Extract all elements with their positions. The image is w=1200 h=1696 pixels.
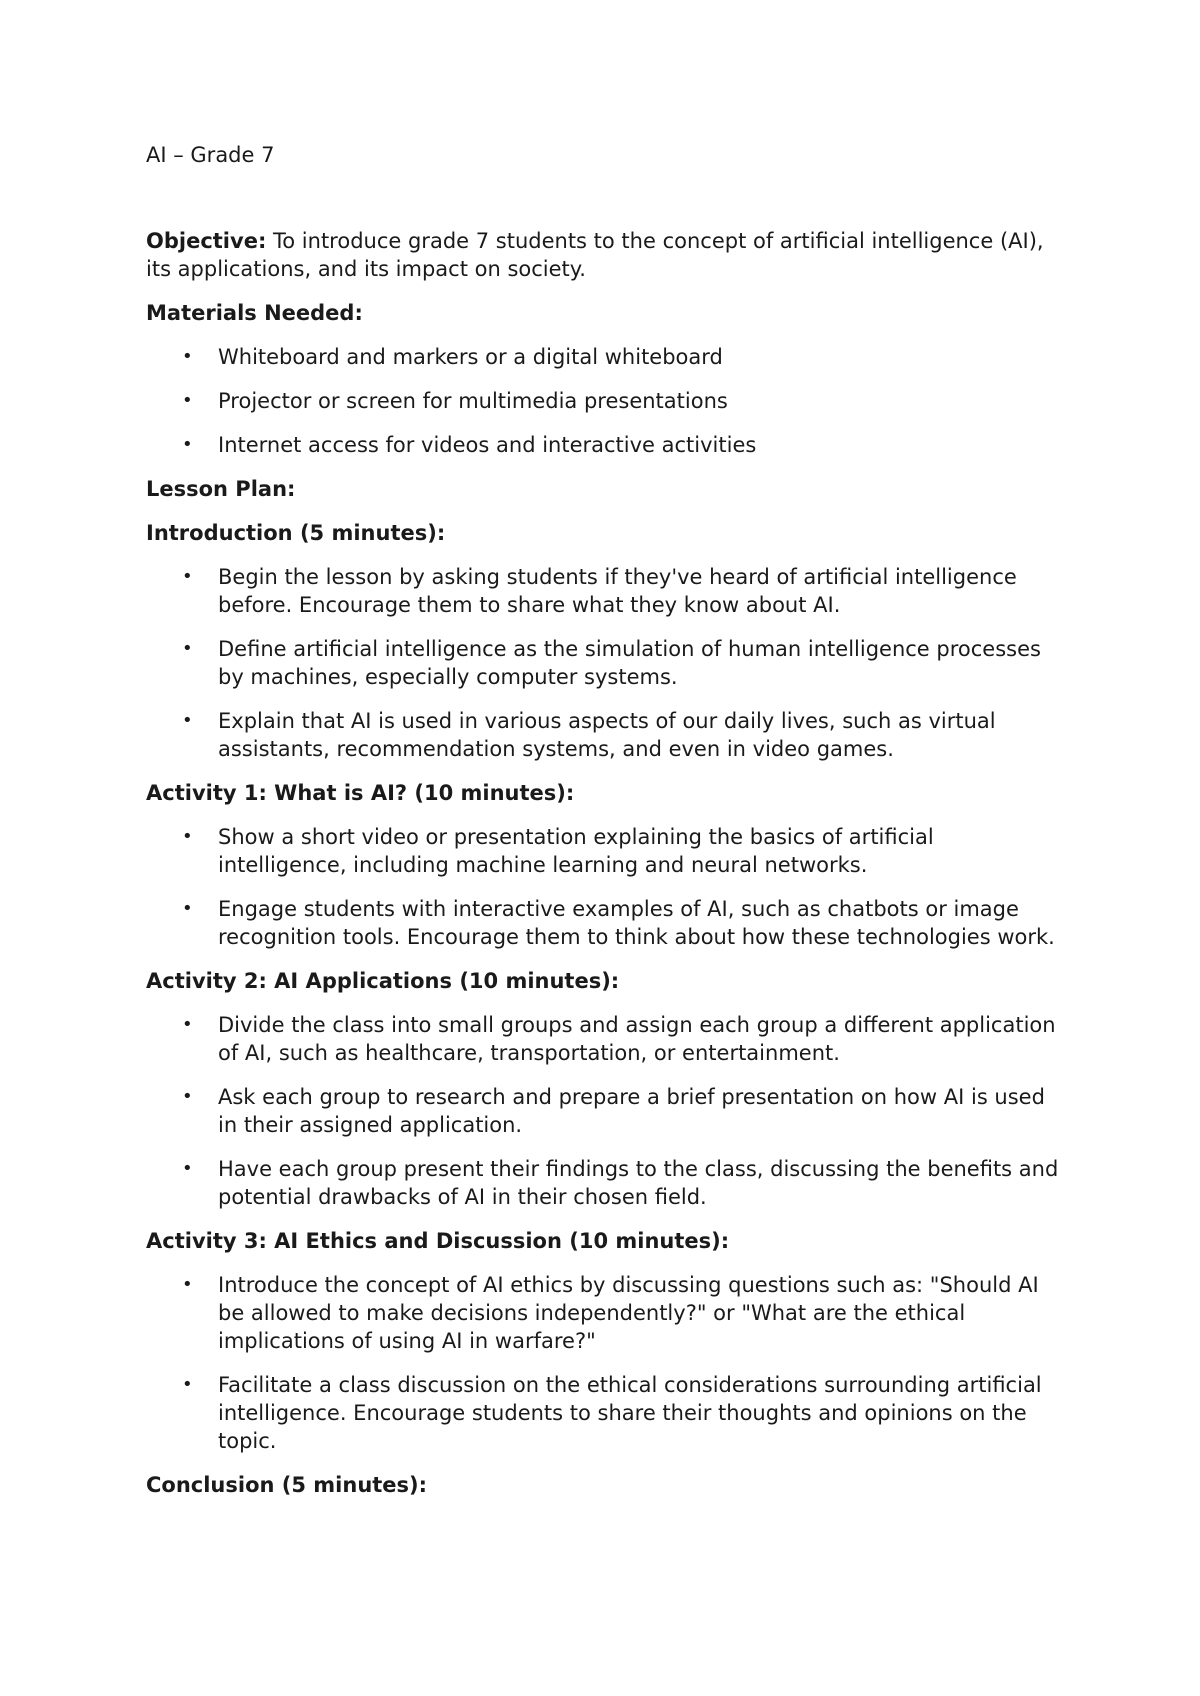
list-item-text: Show a short video or presentation explaining the basics of artificial intelligence, including machine learning and neural networks.	[218, 825, 934, 877]
list-item	[146, 1083, 1066, 1139]
list-item	[146, 635, 1066, 691]
activity-2-list	[146, 1011, 1066, 1211]
materials-list	[146, 343, 1066, 459]
introduction-heading: Introduction (5 minutes):	[146, 521, 446, 545]
bullet-icon: •	[182, 434, 193, 455]
list-item-text: Have each group present their findings to the class, discussing the benefits and potential drawbacks of AI in their chosen field.	[218, 1157, 1059, 1209]
list-item-text: Ask each group to research and prepare a brief presentation on how AI is used in their assigned application.	[218, 1085, 1045, 1137]
list-item-text: Projector or screen for multimedia presentations	[218, 389, 728, 413]
list-item-text: Divide the class into small groups and assign each group a different application of AI, such as healthcare, transportation, or entertainment.	[218, 1013, 1056, 1065]
materials-heading: Materials Needed:	[146, 301, 363, 325]
list-item	[146, 823, 1066, 879]
bullet-icon: •	[182, 1374, 193, 1395]
bullet-icon: •	[182, 390, 193, 411]
conclusion-heading: Conclusion (5 minutes):	[146, 1473, 428, 1497]
list-item	[146, 431, 1066, 459]
bullet-icon: •	[182, 1014, 193, 1035]
introduction-list	[146, 563, 1066, 763]
activity-1-list	[146, 823, 1066, 951]
objective-label: Objective:	[146, 229, 267, 253]
list-item-text: Introduce the concept of AI ethics by discussing questions such as: "Should AI be allowed to make decisions independently?" or "What are the ethical implications of using AI in warfare?"	[218, 1273, 1039, 1353]
list-item	[146, 343, 1066, 371]
list-item	[146, 1271, 1066, 1355]
activity-3-heading: Activity 3: AI Ethics and Discussion (10 minutes):	[146, 1229, 730, 1253]
bullet-icon: •	[182, 710, 193, 731]
list-item	[146, 1011, 1066, 1067]
list-item	[146, 895, 1066, 951]
activity-3-list	[146, 1271, 1066, 1455]
bullet-icon: •	[182, 826, 193, 847]
objective-text: To introduce grade 7 students to the concept of artificial intelligence (AI), its applications, and its impact on society.	[146, 229, 1044, 281]
document-title: AI – Grade 7	[146, 143, 275, 167]
list-item-text: Internet access for videos and interactive activities	[218, 433, 757, 457]
list-item-text: Engage students with interactive examples of AI, such as chatbots or image recognition tools. Encourage them to think about how these technologies work.	[218, 897, 1055, 949]
list-item	[146, 387, 1066, 415]
document-page	[146, 141, 1066, 1515]
list-item-text: Define artificial intelligence as the simulation of human intelligence processes by machines, especially computer systems.	[218, 637, 1041, 689]
lesson-plan-heading: Lesson Plan:	[146, 477, 296, 501]
list-item	[146, 1155, 1066, 1211]
bullet-icon: •	[182, 1086, 193, 1107]
list-item-text: Explain that AI is used in various aspects of our daily lives, such as virtual assistants, recommendation systems, and even in video games.	[218, 709, 996, 761]
bullet-icon: •	[182, 898, 193, 919]
list-item	[146, 563, 1066, 619]
bullet-icon: •	[182, 566, 193, 587]
bullet-icon: •	[182, 1158, 193, 1179]
objective-paragraph	[146, 227, 1066, 283]
activity-2-heading: Activity 2: AI Applications (10 minutes):	[146, 969, 620, 993]
list-item	[146, 707, 1066, 763]
list-item-text: Begin the lesson by asking students if they've heard of artificial intelligence before. Encourage them to share what they know about AI.	[218, 565, 1017, 617]
list-item-text: Whiteboard and markers or a digital whiteboard	[218, 345, 723, 369]
bullet-icon: •	[182, 1274, 193, 1295]
bullet-icon: •	[182, 638, 193, 659]
list-item-text: Facilitate a class discussion on the ethical considerations surrounding artificial intelligence. Encourage students to share their thoughts and opinions on the topic.	[218, 1373, 1042, 1453]
activity-1-heading: Activity 1: What is AI? (10 minutes):	[146, 781, 575, 805]
bullet-icon: •	[182, 346, 193, 367]
list-item	[146, 1371, 1066, 1455]
